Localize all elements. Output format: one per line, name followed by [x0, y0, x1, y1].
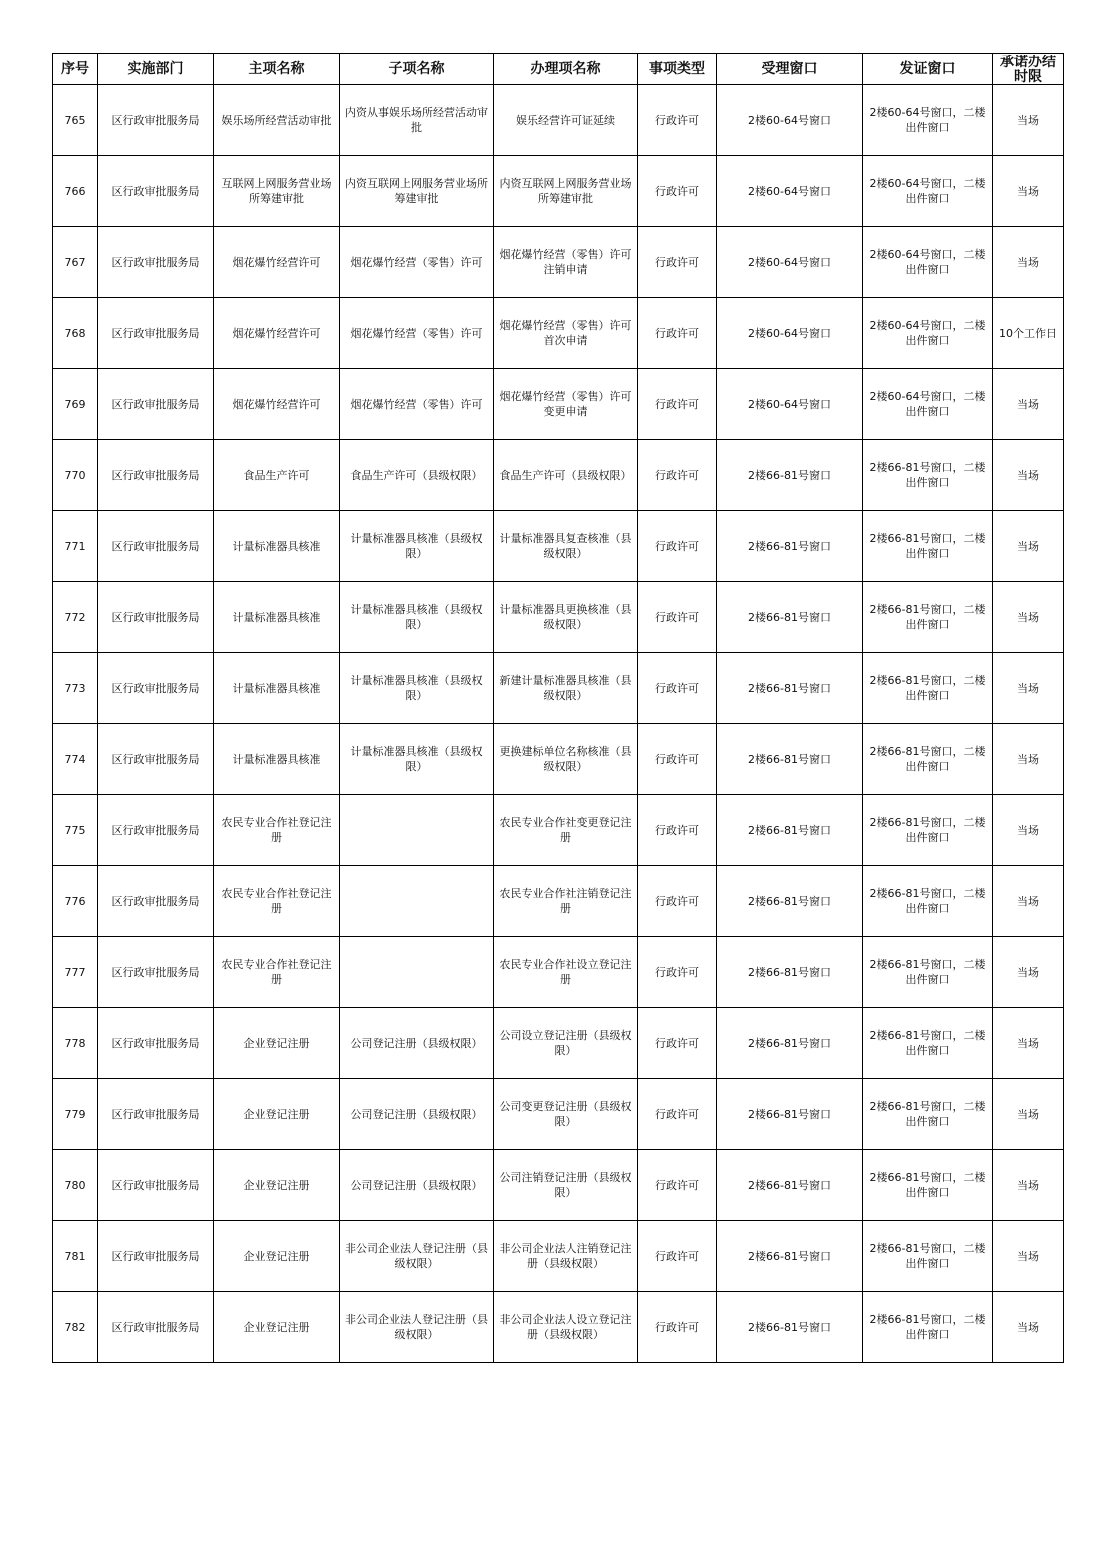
cell-accept: 2楼66-81号窗口 — [717, 1292, 863, 1363]
cell-dept: 区行政审批服务局 — [98, 85, 214, 156]
table-header-row — [53, 54, 1064, 85]
cell-no: 776 — [53, 866, 98, 937]
cell-sub: 公司登记注册（县级权限） — [340, 1150, 494, 1221]
table-body — [53, 85, 1064, 1363]
cell-item: 更换建标单位名称核准（县级权限） — [494, 724, 638, 795]
cell-item: 新建计量标准器具核准（县级权限） — [494, 653, 638, 724]
cell-main: 烟花爆竹经营许可 — [214, 369, 340, 440]
cell-main: 计量标准器具核准 — [214, 653, 340, 724]
cell-item: 农民专业合作社变更登记注册 — [494, 795, 638, 866]
cell-dept: 区行政审批服务局 — [98, 1008, 214, 1079]
cell-sub: 计量标准器具核准（县级权限） — [340, 653, 494, 724]
table-row — [53, 1292, 1064, 1363]
cell-sub: 烟花爆竹经营（零售）许可 — [340, 298, 494, 369]
cell-no: 777 — [53, 937, 98, 1008]
cell-type: 行政许可 — [638, 156, 717, 227]
cell-dept: 区行政审批服务局 — [98, 440, 214, 511]
table-row — [53, 85, 1064, 156]
cell-item: 公司变更登记注册（县级权限） — [494, 1079, 638, 1150]
cell-dept: 区行政审批服务局 — [98, 1079, 214, 1150]
cell-limit: 当场 — [993, 85, 1064, 156]
cell-limit: 当场 — [993, 795, 1064, 866]
cell-limit: 当场 — [993, 653, 1064, 724]
cell-main: 企业登记注册 — [214, 1079, 340, 1150]
cell-type: 行政许可 — [638, 724, 717, 795]
cell-issue: 2楼60-64号窗口，二楼出件窗口 — [863, 227, 993, 298]
cell-dept: 区行政审批服务局 — [98, 511, 214, 582]
cell-no: 771 — [53, 511, 98, 582]
table-row — [53, 653, 1064, 724]
cell-limit: 10个工作日 — [993, 298, 1064, 369]
cell-main: 企业登记注册 — [214, 1150, 340, 1221]
cell-no: 780 — [53, 1150, 98, 1221]
cell-item: 烟花爆竹经营（零售）许可变更申请 — [494, 369, 638, 440]
cell-dept: 区行政审批服务局 — [98, 724, 214, 795]
cell-issue: 2楼66-81号窗口，二楼出件窗口 — [863, 866, 993, 937]
cell-type: 行政许可 — [638, 440, 717, 511]
header-cell-type: 事项类型 — [638, 54, 717, 85]
cell-dept: 区行政审批服务局 — [98, 866, 214, 937]
table-row — [53, 795, 1064, 866]
cell-no: 772 — [53, 582, 98, 653]
cell-sub: 内资从事娱乐场所经营活动审批 — [340, 85, 494, 156]
header-cell-item: 办理项名称 — [494, 54, 638, 85]
cell-accept: 2楼66-81号窗口 — [717, 724, 863, 795]
cell-sub: 公司登记注册（县级权限） — [340, 1008, 494, 1079]
cell-item: 娱乐经营许可证延续 — [494, 85, 638, 156]
cell-accept: 2楼66-81号窗口 — [717, 440, 863, 511]
cell-issue: 2楼66-81号窗口，二楼出件窗口 — [863, 1150, 993, 1221]
cell-sub: 计量标准器具核准（县级权限） — [340, 724, 494, 795]
cell-accept: 2楼66-81号窗口 — [717, 937, 863, 1008]
header-cell-sub: 子项名称 — [340, 54, 494, 85]
cell-main: 企业登记注册 — [214, 1221, 340, 1292]
cell-main: 烟花爆竹经营许可 — [214, 227, 340, 298]
cell-sub: 烟花爆竹经营（零售）许可 — [340, 369, 494, 440]
cell-no: 765 — [53, 85, 98, 156]
table-row — [53, 1008, 1064, 1079]
cell-limit: 当场 — [993, 1221, 1064, 1292]
cell-dept: 区行政审批服务局 — [98, 653, 214, 724]
cell-accept: 2楼66-81号窗口 — [717, 1008, 863, 1079]
cell-type: 行政许可 — [638, 866, 717, 937]
cell-limit: 当场 — [993, 724, 1064, 795]
cell-no: 779 — [53, 1079, 98, 1150]
cell-accept: 2楼66-81号窗口 — [717, 582, 863, 653]
cell-item: 计量标准器具复查核准（县级权限） — [494, 511, 638, 582]
table-row — [53, 440, 1064, 511]
header-cell-accept: 受理窗口 — [717, 54, 863, 85]
cell-main: 企业登记注册 — [214, 1008, 340, 1079]
header-cell-dept: 实施部门 — [98, 54, 214, 85]
cell-type: 行政许可 — [638, 1008, 717, 1079]
cell-accept: 2楼66-81号窗口 — [717, 1079, 863, 1150]
cell-sub: 计量标准器具核准（县级权限） — [340, 582, 494, 653]
cell-issue: 2楼66-81号窗口，二楼出件窗口 — [863, 653, 993, 724]
cell-no: 773 — [53, 653, 98, 724]
cell-main: 计量标准器具核准 — [214, 582, 340, 653]
header-cell-limit-text: 承诺办结时限 — [1000, 54, 1056, 84]
table-row — [53, 227, 1064, 298]
cell-item: 烟花爆竹经营（零售）许可注销申请 — [494, 227, 638, 298]
cell-type: 行政许可 — [638, 369, 717, 440]
cell-item: 烟花爆竹经营（零售）许可首次申请 — [494, 298, 638, 369]
cell-limit: 当场 — [993, 440, 1064, 511]
cell-accept: 2楼66-81号窗口 — [717, 653, 863, 724]
cell-main: 农民专业合作社登记注册 — [214, 937, 340, 1008]
cell-limit: 当场 — [993, 582, 1064, 653]
cell-limit: 当场 — [993, 511, 1064, 582]
cell-accept: 2楼60-64号窗口 — [717, 298, 863, 369]
cell-issue: 2楼66-81号窗口，二楼出件窗口 — [863, 1221, 993, 1292]
cell-issue: 2楼66-81号窗口，二楼出件窗口 — [863, 582, 993, 653]
cell-item: 农民专业合作社注销登记注册 — [494, 866, 638, 937]
table-row — [53, 156, 1064, 227]
cell-main: 农民专业合作社登记注册 — [214, 795, 340, 866]
table-row — [53, 369, 1064, 440]
cell-sub — [340, 866, 494, 937]
cell-main: 农民专业合作社登记注册 — [214, 866, 340, 937]
header-cell-limit — [993, 54, 1064, 85]
cell-limit: 当场 — [993, 1079, 1064, 1150]
cell-type: 行政许可 — [638, 937, 717, 1008]
cell-main: 计量标准器具核准 — [214, 724, 340, 795]
cell-no: 781 — [53, 1221, 98, 1292]
cell-issue: 2楼60-64号窗口，二楼出件窗口 — [863, 298, 993, 369]
cell-item: 公司注销登记注册（县级权限） — [494, 1150, 638, 1221]
cell-accept: 2楼60-64号窗口 — [717, 156, 863, 227]
table-row — [53, 298, 1064, 369]
cell-type: 行政许可 — [638, 85, 717, 156]
cell-accept: 2楼66-81号窗口 — [717, 795, 863, 866]
cell-sub: 烟花爆竹经营（零售）许可 — [340, 227, 494, 298]
cell-item: 非公司企业法人注销登记注册（县级权限） — [494, 1221, 638, 1292]
cell-limit: 当场 — [993, 866, 1064, 937]
cell-type: 行政许可 — [638, 227, 717, 298]
cell-type: 行政许可 — [638, 1221, 717, 1292]
cell-no: 767 — [53, 227, 98, 298]
cell-sub: 公司登记注册（县级权限） — [340, 1079, 494, 1150]
cell-dept: 区行政审批服务局 — [98, 227, 214, 298]
cell-issue: 2楼66-81号窗口，二楼出件窗口 — [863, 937, 993, 1008]
cell-no: 768 — [53, 298, 98, 369]
cell-type: 行政许可 — [638, 1292, 717, 1363]
cell-main: 食品生产许可 — [214, 440, 340, 511]
cell-limit: 当场 — [993, 1008, 1064, 1079]
cell-dept: 区行政审批服务局 — [98, 156, 214, 227]
cell-type: 行政许可 — [638, 1079, 717, 1150]
cell-dept: 区行政审批服务局 — [98, 369, 214, 440]
cell-issue: 2楼60-64号窗口，二楼出件窗口 — [863, 369, 993, 440]
cell-sub: 非公司企业法人登记注册（县级权限） — [340, 1221, 494, 1292]
cell-issue: 2楼60-64号窗口，二楼出件窗口 — [863, 85, 993, 156]
table-row — [53, 866, 1064, 937]
cell-accept: 2楼60-64号窗口 — [717, 227, 863, 298]
cell-no: 774 — [53, 724, 98, 795]
cell-issue: 2楼66-81号窗口，二楼出件窗口 — [863, 724, 993, 795]
cell-limit: 当场 — [993, 227, 1064, 298]
cell-accept: 2楼60-64号窗口 — [717, 85, 863, 156]
header-cell-issue: 发证窗口 — [863, 54, 993, 85]
cell-issue: 2楼66-81号窗口，二楼出件窗口 — [863, 1292, 993, 1363]
table-row — [53, 724, 1064, 795]
table-row — [53, 1221, 1064, 1292]
cell-main: 娱乐场所经营活动审批 — [214, 85, 340, 156]
service-items-table — [52, 53, 1064, 1363]
cell-sub: 食品生产许可（县级权限） — [340, 440, 494, 511]
cell-issue: 2楼66-81号窗口，二楼出件窗口 — [863, 1008, 993, 1079]
cell-no: 782 — [53, 1292, 98, 1363]
cell-no: 769 — [53, 369, 98, 440]
cell-sub — [340, 795, 494, 866]
cell-sub — [340, 937, 494, 1008]
cell-issue: 2楼60-64号窗口，二楼出件窗口 — [863, 156, 993, 227]
cell-item: 计量标准器具更换核准（县级权限） — [494, 582, 638, 653]
cell-main: 互联网上网服务营业场所筹建审批 — [214, 156, 340, 227]
cell-limit: 当场 — [993, 156, 1064, 227]
cell-main: 计量标准器具核准 — [214, 511, 340, 582]
cell-item: 公司设立登记注册（县级权限） — [494, 1008, 638, 1079]
cell-sub: 内资互联网上网服务营业场所筹建审批 — [340, 156, 494, 227]
cell-accept: 2楼66-81号窗口 — [717, 866, 863, 937]
cell-dept: 区行政审批服务局 — [98, 937, 214, 1008]
cell-sub: 计量标准器具核准（县级权限） — [340, 511, 494, 582]
cell-issue: 2楼66-81号窗口，二楼出件窗口 — [863, 440, 993, 511]
cell-type: 行政许可 — [638, 511, 717, 582]
cell-dept: 区行政审批服务局 — [98, 1221, 214, 1292]
cell-type: 行政许可 — [638, 653, 717, 724]
table-row — [53, 582, 1064, 653]
cell-type: 行政许可 — [638, 298, 717, 369]
cell-no: 775 — [53, 795, 98, 866]
cell-accept: 2楼66-81号窗口 — [717, 1221, 863, 1292]
cell-dept: 区行政审批服务局 — [98, 1292, 214, 1363]
cell-item: 非公司企业法人设立登记注册（县级权限） — [494, 1292, 638, 1363]
table-row — [53, 937, 1064, 1008]
header-cell-no: 序号 — [53, 54, 98, 85]
cell-type: 行政许可 — [638, 1150, 717, 1221]
cell-item: 食品生产许可（县级权限） — [494, 440, 638, 511]
cell-main: 企业登记注册 — [214, 1292, 340, 1363]
cell-accept: 2楼66-81号窗口 — [717, 1150, 863, 1221]
cell-issue: 2楼66-81号窗口，二楼出件窗口 — [863, 511, 993, 582]
cell-main: 烟花爆竹经营许可 — [214, 298, 340, 369]
cell-issue: 2楼66-81号窗口，二楼出件窗口 — [863, 1079, 993, 1150]
cell-no: 766 — [53, 156, 98, 227]
cell-sub: 非公司企业法人登记注册（县级权限） — [340, 1292, 494, 1363]
cell-limit: 当场 — [993, 1150, 1064, 1221]
header-cell-main: 主项名称 — [214, 54, 340, 85]
cell-limit: 当场 — [993, 369, 1064, 440]
cell-no: 778 — [53, 1008, 98, 1079]
cell-dept: 区行政审批服务局 — [98, 298, 214, 369]
cell-item: 农民专业合作社设立登记注册 — [494, 937, 638, 1008]
cell-dept: 区行政审批服务局 — [98, 1150, 214, 1221]
table-row — [53, 1150, 1064, 1221]
cell-dept: 区行政审批服务局 — [98, 795, 214, 866]
table-row — [53, 511, 1064, 582]
cell-issue: 2楼66-81号窗口，二楼出件窗口 — [863, 795, 993, 866]
table-row — [53, 1079, 1064, 1150]
cell-accept: 2楼60-64号窗口 — [717, 369, 863, 440]
cell-dept: 区行政审批服务局 — [98, 582, 214, 653]
cell-no: 770 — [53, 440, 98, 511]
cell-type: 行政许可 — [638, 795, 717, 866]
cell-accept: 2楼66-81号窗口 — [717, 511, 863, 582]
cell-limit: 当场 — [993, 1292, 1064, 1363]
cell-item: 内资互联网上网服务营业场所筹建审批 — [494, 156, 638, 227]
cell-type: 行政许可 — [638, 582, 717, 653]
cell-limit: 当场 — [993, 937, 1064, 1008]
